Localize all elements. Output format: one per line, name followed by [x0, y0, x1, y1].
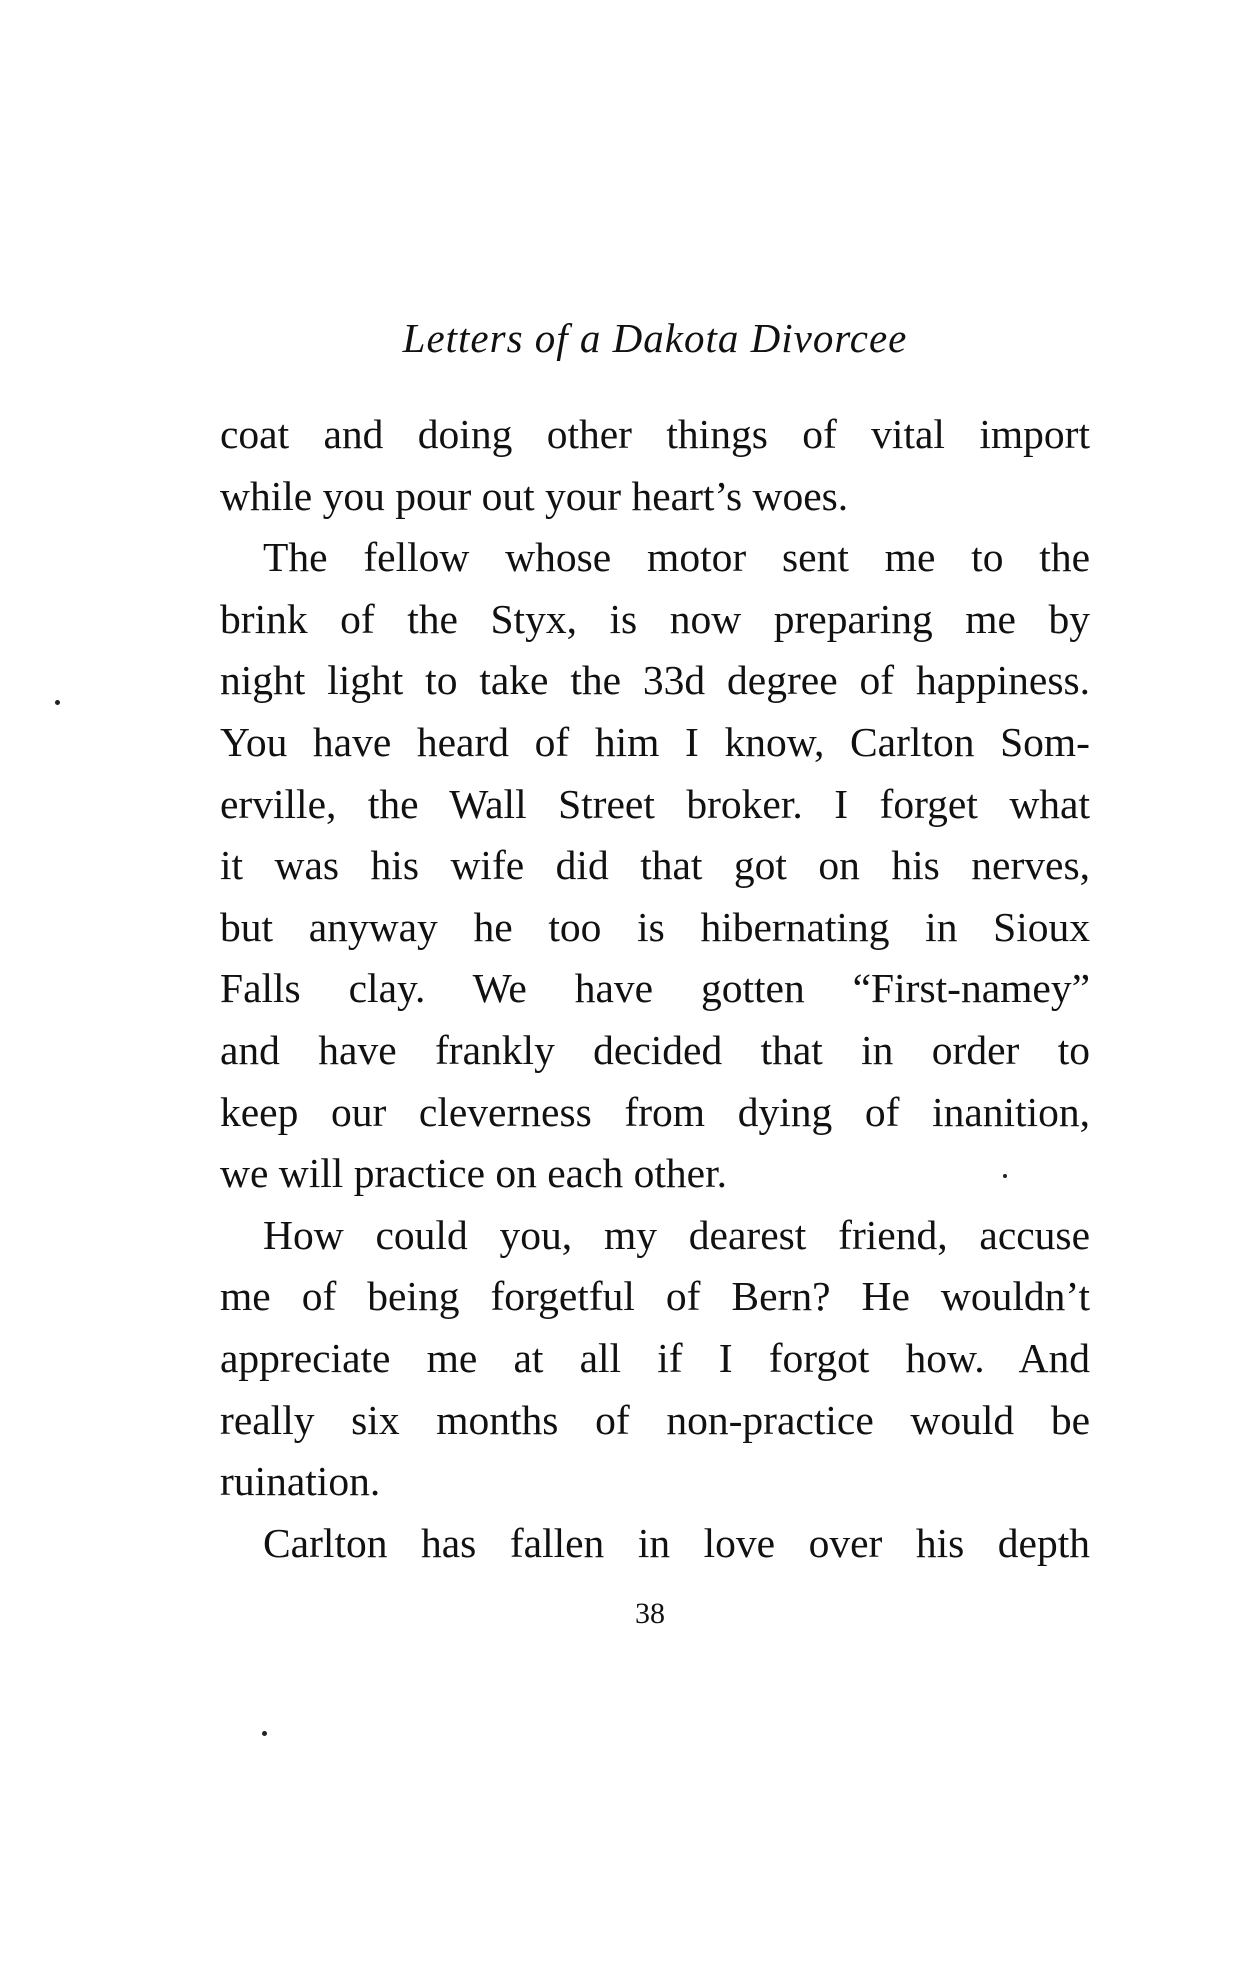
text-line: me of being forgetful of Bern? He wouldn’t: [220, 1273, 1090, 1320]
text-line: we will practice on each other.: [220, 1150, 727, 1197]
text-line: appreciate me at all if I forgot how. And: [220, 1334, 1090, 1381]
text-line: erville, the Wall Street broker. I forget what: [220, 780, 1090, 827]
text-line: and have frankly decided that in order to: [220, 1026, 1090, 1073]
text-line: The fellow whose motor sent me to the: [263, 534, 1090, 581]
text-line: coat and doing other things of vital import: [220, 411, 1090, 457]
print-speck: [55, 700, 60, 705]
text-line: while you pour out your heart’s woes.: [220, 472, 849, 519]
text-line: night light to take the 33d degree of happiness.: [220, 657, 1090, 704]
text-line: You have heard of him I know, Carlton Som-: [220, 718, 1090, 765]
text-line: brink of the Styx, is now preparing me by: [220, 595, 1090, 642]
text-line: really six months of non-practice would be: [220, 1396, 1090, 1443]
text-line: Falls clay. We have gotten “First-namey”: [220, 965, 1090, 1012]
running-head: Letters of a Dakota Divorcee: [402, 315, 908, 361]
text-line: keep our cleverness from dying of inanition,: [220, 1088, 1090, 1135]
page-number: 38: [635, 1597, 665, 1630]
print-speck: [1003, 1174, 1007, 1178]
text-line: Carlton has fallen in love over his depth: [263, 1519, 1090, 1566]
text-line: but anyway he too is hibernating in Sioux: [220, 903, 1090, 950]
text-line: How could you, my dearest friend, accuse: [263, 1211, 1090, 1258]
body-text: [220, 404, 1090, 1574]
text-line: ruination.: [220, 1458, 381, 1505]
text-line: it was his wife did that got on his nerves,: [220, 842, 1090, 889]
print-speck: [262, 1731, 267, 1736]
